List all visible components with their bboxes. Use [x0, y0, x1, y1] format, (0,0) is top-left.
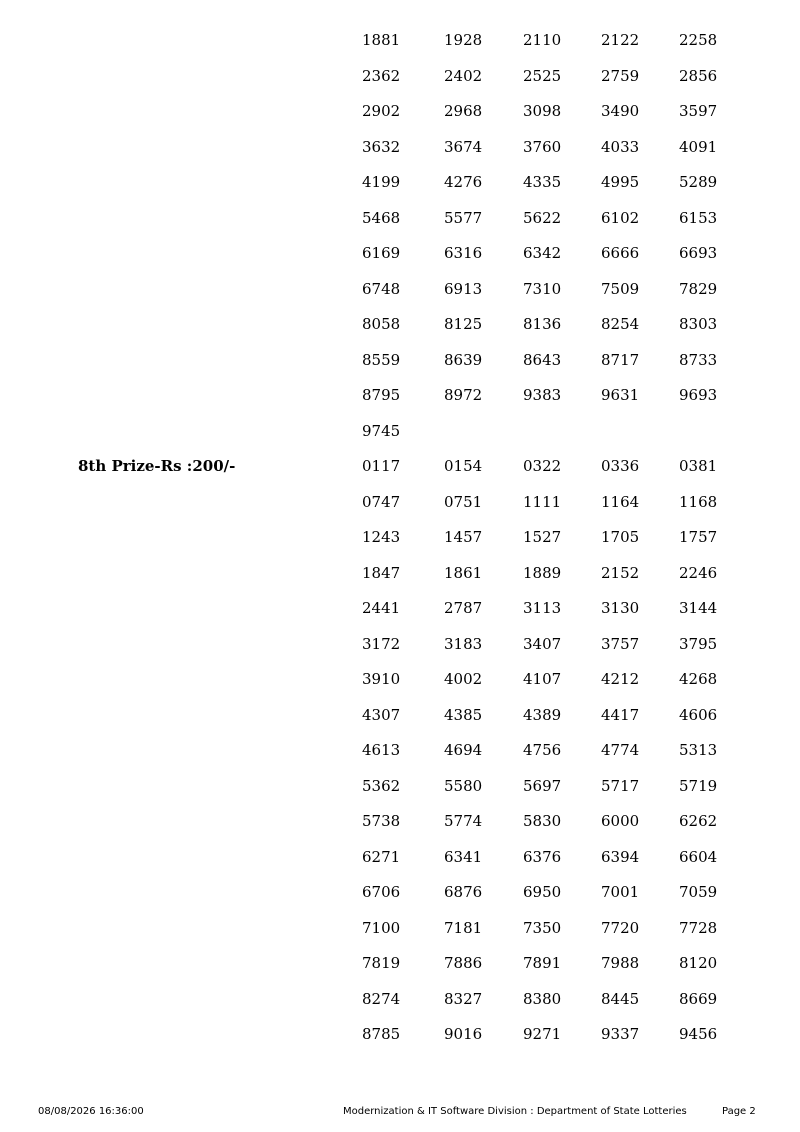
lottery-number: 1705	[601, 528, 640, 546]
footer-page-number: Page 2	[722, 1106, 756, 1117]
lottery-number: 6666	[601, 244, 640, 262]
lottery-number: 6376	[523, 847, 562, 866]
lottery-number: 2402	[444, 66, 483, 85]
lottery-number: 8136	[523, 315, 562, 333]
lottery-number: 1757	[679, 528, 718, 546]
lottery-number: 6913	[444, 279, 483, 298]
lottery-number: 8120	[679, 954, 718, 972]
lottery-number: 3098	[523, 102, 562, 120]
lottery-number: 8643	[523, 350, 562, 369]
lottery-number: 2525	[523, 66, 562, 85]
number-row	[0, 272, 800, 308]
lottery-number: 3144	[679, 599, 718, 617]
lottery-number: 8380	[523, 989, 562, 1008]
footer-timestamp: 08/08/2026 16:36:00	[38, 1106, 144, 1117]
lottery-number: 6706	[362, 883, 401, 901]
lottery-number: 3113	[523, 599, 562, 617]
lottery-number: 7001	[601, 883, 640, 901]
lottery-number: 1847	[362, 563, 401, 582]
lottery-number: 8445	[601, 989, 640, 1008]
lottery-number: 1457	[444, 528, 483, 546]
number-row	[0, 911, 800, 947]
lottery-number: 6271	[362, 847, 401, 866]
lottery-number: 7310	[523, 279, 562, 298]
number-row	[0, 236, 800, 272]
lottery-number: 3674	[444, 137, 483, 156]
lottery-number: 5738	[362, 812, 401, 830]
lottery-number: 4774	[601, 741, 640, 759]
lottery-number: 0154	[444, 457, 483, 475]
lottery-number: 9745	[362, 421, 401, 440]
lottery-number: 1861	[444, 563, 483, 582]
lottery-number: 5717	[601, 776, 640, 795]
lottery-number: 2759	[601, 66, 640, 85]
lottery-number: 7988	[601, 954, 640, 972]
lottery-number: 7886	[444, 954, 483, 972]
lottery-number: 5719	[679, 776, 718, 795]
lottery-number: 2110	[523, 31, 562, 49]
lottery-number: 4091	[679, 137, 718, 156]
lottery-number: 5313	[679, 741, 718, 759]
lottery-number: 6102	[601, 208, 640, 227]
prize-label: 8th Prize-Rs :200/-	[78, 457, 236, 475]
lottery-number: 3795	[679, 634, 718, 653]
lottery-number: 8785	[362, 1025, 401, 1043]
lottery-number: 7829	[679, 279, 718, 298]
lottery-number: 4212	[601, 670, 640, 688]
lottery-number: 3130	[601, 599, 640, 617]
lottery-number: 5774	[444, 812, 483, 830]
lottery-number: 6153	[679, 208, 718, 227]
lottery-number: 5622	[523, 208, 562, 227]
lottery-number: 4995	[601, 173, 640, 191]
lottery-number: 8327	[444, 989, 483, 1008]
lottery-number: 4694	[444, 741, 483, 759]
lottery-number: 2902	[362, 102, 401, 120]
lottery-number: 6394	[601, 847, 640, 866]
lottery-number: 3760	[523, 137, 562, 156]
lottery-number: 2362	[362, 66, 401, 85]
lottery-number: 7181	[444, 918, 483, 937]
lottery-number: 1111	[523, 492, 562, 511]
lottery-number: 2856	[679, 66, 718, 85]
number-row	[0, 946, 800, 982]
lottery-number: 6950	[523, 883, 562, 901]
number-row	[0, 449, 800, 485]
lottery-number: 6604	[679, 847, 718, 866]
number-row	[0, 627, 800, 663]
lottery-number: 1164	[601, 492, 640, 511]
lottery-number: 7100	[362, 918, 401, 937]
lottery-number: 0117	[362, 457, 401, 475]
lottery-number: 3910	[362, 670, 401, 688]
lottery-number: 8795	[362, 386, 401, 404]
lottery-number: 8254	[601, 315, 640, 333]
lottery-number: 5362	[362, 776, 401, 795]
lottery-number: 1928	[444, 31, 483, 49]
number-row	[0, 591, 800, 627]
lottery-number: 0381	[679, 457, 718, 475]
lottery-number: 7720	[601, 918, 640, 937]
lottery-number: 1881	[362, 31, 401, 49]
lottery-number: 2122	[601, 31, 640, 49]
lottery-number: 4606	[679, 705, 718, 724]
number-row	[0, 485, 800, 521]
number-row	[0, 733, 800, 769]
lottery-number: 9016	[444, 1025, 483, 1043]
lottery-number: 5830	[523, 812, 562, 830]
number-row	[0, 343, 800, 379]
number-row	[0, 165, 800, 201]
lottery-number: 6262	[679, 812, 718, 830]
lottery-number: 2441	[362, 599, 401, 617]
lottery-number: 0322	[523, 457, 562, 475]
number-row	[0, 307, 800, 343]
lottery-number: 2258	[679, 31, 718, 49]
lottery-number: 0336	[601, 457, 640, 475]
lottery-number: 6341	[444, 847, 483, 866]
lottery-number: 7728	[679, 918, 718, 937]
lottery-number: 8972	[444, 386, 483, 404]
lottery-number: 8125	[444, 315, 483, 333]
lottery-number: 8274	[362, 989, 401, 1008]
number-row	[0, 875, 800, 911]
lottery-number: 2152	[601, 563, 640, 582]
lottery-number: 6342	[523, 244, 562, 262]
number-row	[0, 201, 800, 237]
lottery-number: 8669	[679, 989, 718, 1008]
lottery-number: 3597	[679, 102, 718, 120]
number-row	[0, 840, 800, 876]
lottery-number: 3407	[523, 634, 562, 653]
lottery-number: 8639	[444, 350, 483, 369]
number-row	[0, 982, 800, 1018]
lottery-number: 4107	[523, 670, 562, 688]
lottery-number: 9631	[601, 386, 640, 404]
number-row	[0, 556, 800, 592]
lottery-number: 6169	[362, 244, 401, 262]
lottery-number: 6876	[444, 883, 483, 901]
lottery-number: 7059	[679, 883, 718, 901]
lottery-number: 3490	[601, 102, 640, 120]
lottery-number: 3183	[444, 634, 483, 653]
lottery-number: 4756	[523, 741, 562, 759]
number-row	[0, 662, 800, 698]
lottery-number: 5580	[444, 776, 483, 795]
lottery-number: 0747	[362, 492, 401, 511]
lottery-number: 5468	[362, 208, 401, 227]
lottery-number: 1243	[362, 528, 401, 546]
lottery-number: 5697	[523, 776, 562, 795]
lottery-number: 2968	[444, 102, 483, 120]
number-row	[0, 804, 800, 840]
lottery-number: 7509	[601, 279, 640, 298]
number-row	[0, 1017, 800, 1053]
lottery-number: 8733	[679, 350, 718, 369]
lottery-number: 4335	[523, 173, 562, 191]
number-row	[0, 769, 800, 805]
lottery-number: 4307	[362, 705, 401, 724]
lottery-number: 6000	[601, 812, 640, 830]
lottery-number: 7350	[523, 918, 562, 937]
lottery-number: 6748	[362, 279, 401, 298]
lottery-number: 4033	[601, 137, 640, 156]
lottery-number: 1527	[523, 528, 562, 546]
lottery-number: 9456	[679, 1025, 718, 1043]
lottery-number: 9383	[523, 386, 562, 404]
lottery-number: 7891	[523, 954, 562, 972]
lottery-number: 9337	[601, 1025, 640, 1043]
number-row	[0, 23, 800, 59]
lottery-number: 4613	[362, 741, 401, 759]
number-row	[0, 59, 800, 95]
lottery-number: 6316	[444, 244, 483, 262]
lottery-number: 7819	[362, 954, 401, 972]
number-row	[0, 378, 800, 414]
number-row	[0, 130, 800, 166]
lottery-number: 4268	[679, 670, 718, 688]
lottery-number: 6693	[679, 244, 718, 262]
lottery-number: 8717	[601, 350, 640, 369]
lottery-number: 2246	[679, 563, 718, 582]
lottery-number: 4385	[444, 705, 483, 724]
number-row	[0, 520, 800, 556]
lottery-number: 0751	[444, 492, 483, 511]
footer-division: Modernization & IT Software Division : Department of State Lotteries	[343, 1106, 687, 1117]
lottery-number: 1889	[523, 563, 562, 582]
lottery-number: 8058	[362, 315, 401, 333]
lottery-number: 1168	[679, 492, 718, 511]
lottery-number: 8559	[362, 350, 401, 369]
number-row	[0, 94, 800, 130]
lottery-number: 5577	[444, 208, 483, 227]
lottery-number: 4417	[601, 705, 640, 724]
lottery-number: 4276	[444, 173, 483, 191]
lottery-number: 9693	[679, 386, 718, 404]
lottery-number: 2787	[444, 599, 483, 617]
number-row	[0, 414, 800, 450]
lottery-number: 5289	[679, 173, 718, 191]
lottery-number: 4199	[362, 173, 401, 191]
number-row	[0, 698, 800, 734]
lottery-number: 3757	[601, 634, 640, 653]
lottery-number: 4002	[444, 670, 483, 688]
lottery-number: 3172	[362, 634, 401, 653]
lottery-number: 9271	[523, 1025, 562, 1043]
lottery-number: 3632	[362, 137, 401, 156]
lottery-number: 4389	[523, 705, 562, 724]
lottery-number: 8303	[679, 315, 718, 333]
